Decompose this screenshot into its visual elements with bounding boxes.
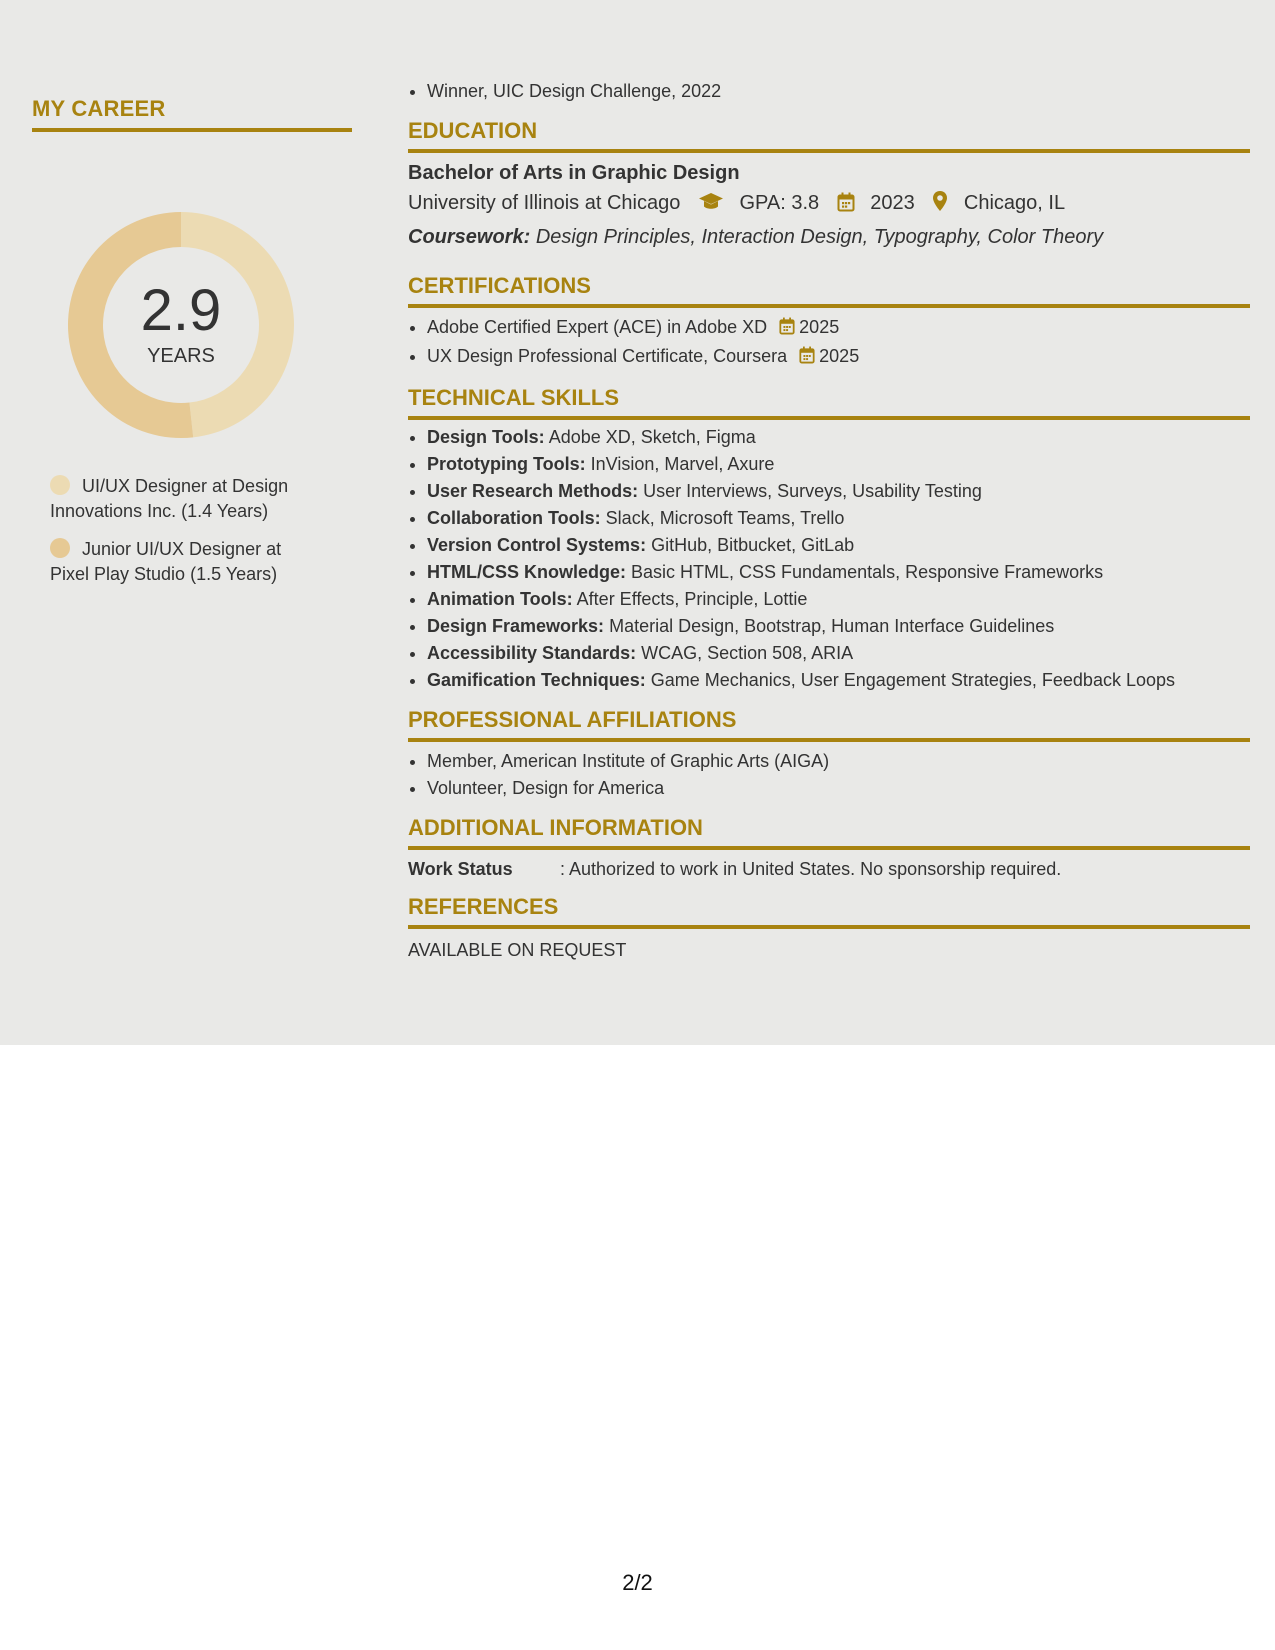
skill-item	[427, 532, 1250, 559]
career-title: MY CAREER	[32, 96, 352, 132]
certification-year: 2025	[819, 346, 860, 366]
gpa: GPA: 3.8	[739, 192, 820, 214]
certifications-title: CERTIFICATIONS	[408, 272, 1250, 308]
legend-label: Junior UI/UX Designer at Pixel Play Studio (1.5 Years)	[50, 539, 282, 584]
skill-item	[427, 586, 1250, 613]
certification-year: 2025	[799, 317, 840, 337]
skill-value: InVision, Marvel, Axure	[590, 454, 775, 474]
work-status-label: Work Status	[408, 859, 513, 879]
additional-info-title: ADDITIONAL INFORMATION	[408, 814, 1250, 850]
certifications-section	[408, 272, 1250, 372]
references-section	[408, 893, 1250, 964]
calendar-icon	[837, 190, 855, 222]
career-years-value: 2.9	[140, 278, 222, 343]
career-years-unit: YEARS	[147, 345, 215, 367]
skill-value: Material Design, Bootstrap, Human Interface Guidelines	[609, 616, 1055, 636]
legend-item	[50, 537, 300, 587]
coursework-list: Design Principles, Interaction Design, Typography, Color Theory	[535, 226, 1104, 248]
resume-main	[408, 78, 1250, 964]
skill-item	[427, 505, 1250, 532]
skill-value: WCAG, Section 508, ARIA	[641, 643, 854, 663]
coursework-label: Coursework:	[408, 226, 531, 248]
skill-label: User Research Methods:	[427, 481, 639, 501]
affiliations-section	[408, 706, 1250, 802]
education-section	[408, 117, 1250, 252]
skill-value: Basic HTML, CSS Fundamentals, Responsive Frameworks	[631, 562, 1104, 582]
skill-value: Game Mechanics, User Engagement Strategies, Feedback Loops	[650, 670, 1175, 690]
affiliations-list	[408, 748, 1250, 802]
additional-info-section	[408, 814, 1250, 883]
skill-item	[427, 559, 1250, 586]
skill-item	[427, 424, 1250, 451]
calendar-icon	[779, 316, 795, 343]
affiliation-item: • Volunteer, Design for America	[427, 775, 1250, 802]
coursework	[408, 222, 1250, 252]
skill-label: Collaboration Tools:	[427, 508, 601, 528]
work-status-row	[408, 856, 1250, 883]
certification-item	[427, 343, 1250, 372]
skill-label: Design Tools:	[427, 427, 545, 447]
skill-value: GitHub, Bitbucket, GitLab	[651, 535, 855, 555]
legend-dot	[50, 538, 70, 558]
certification-name: UX Design Professional Certificate, Coursera	[427, 346, 788, 366]
legend-item	[50, 474, 300, 524]
award-item: • Winner, UIC Design Challenge, 2022	[427, 78, 1250, 105]
calendar-icon	[799, 345, 815, 372]
skills-list	[408, 424, 1250, 694]
affiliation-item: • Member, American Institute of Graphic Arts (AIGA)	[427, 748, 1250, 775]
education-title: EDUCATION	[408, 117, 1250, 153]
skill-value: User Interviews, Surveys, Usability Testing	[643, 481, 982, 501]
career-sidebar	[32, 96, 352, 600]
skill-item	[427, 478, 1250, 505]
school-location: Chicago, IL	[963, 192, 1066, 214]
skill-label: Gamification Techniques:	[427, 670, 646, 690]
legend-dot	[50, 475, 70, 495]
page-number: 2/2	[622, 1570, 653, 1595]
certifications-list	[408, 314, 1250, 372]
skills-title: TECHNICAL SKILLS	[408, 384, 1250, 420]
donut-center	[66, 210, 296, 440]
school-name: University of Illinois at Chicago	[408, 192, 681, 214]
skill-label: Prototyping Tools:	[427, 454, 586, 474]
skill-item	[427, 613, 1250, 640]
skill-label: Animation Tools:	[427, 589, 573, 609]
skill-item	[427, 667, 1250, 694]
career-donut-chart	[66, 210, 296, 440]
location-pin-icon	[932, 190, 948, 222]
graduation-cap-icon	[698, 190, 724, 222]
legend-label: UI/UX Designer at Design Innovations Inc. (1.4 Years)	[50, 476, 289, 521]
skills-section	[408, 384, 1250, 694]
references-text: AVAILABLE ON REQUEST	[408, 940, 627, 960]
education-details	[408, 187, 1250, 222]
career-legend	[50, 474, 352, 587]
skill-label: Design Frameworks:	[427, 616, 605, 636]
skill-label: HTML/CSS Knowledge:	[427, 562, 626, 582]
references-title: REFERENCES	[408, 893, 1250, 929]
skill-value: Slack, Microsoft Teams, Trello	[605, 508, 845, 528]
awards-list	[408, 78, 1250, 105]
graduation-year: 2023	[870, 192, 915, 214]
skill-item	[427, 451, 1250, 478]
certification-item	[427, 314, 1250, 343]
work-status-value: : Authorized to work in United States. No sponsorship required.	[560, 859, 1062, 879]
skill-item	[427, 640, 1250, 667]
skill-value: After Effects, Principle, Lottie	[576, 589, 808, 609]
affiliations-title: PROFESSIONAL AFFILIATIONS	[408, 706, 1250, 742]
skill-value: Adobe XD, Sketch, Figma	[548, 427, 756, 447]
certification-name: Adobe Certified Expert (ACE) in Adobe XD	[427, 317, 768, 337]
skill-label: Accessibility Standards:	[427, 643, 637, 663]
degree-name: Bachelor of Arts in Graphic Design	[408, 162, 740, 184]
skill-label: Version Control Systems:	[427, 535, 647, 555]
